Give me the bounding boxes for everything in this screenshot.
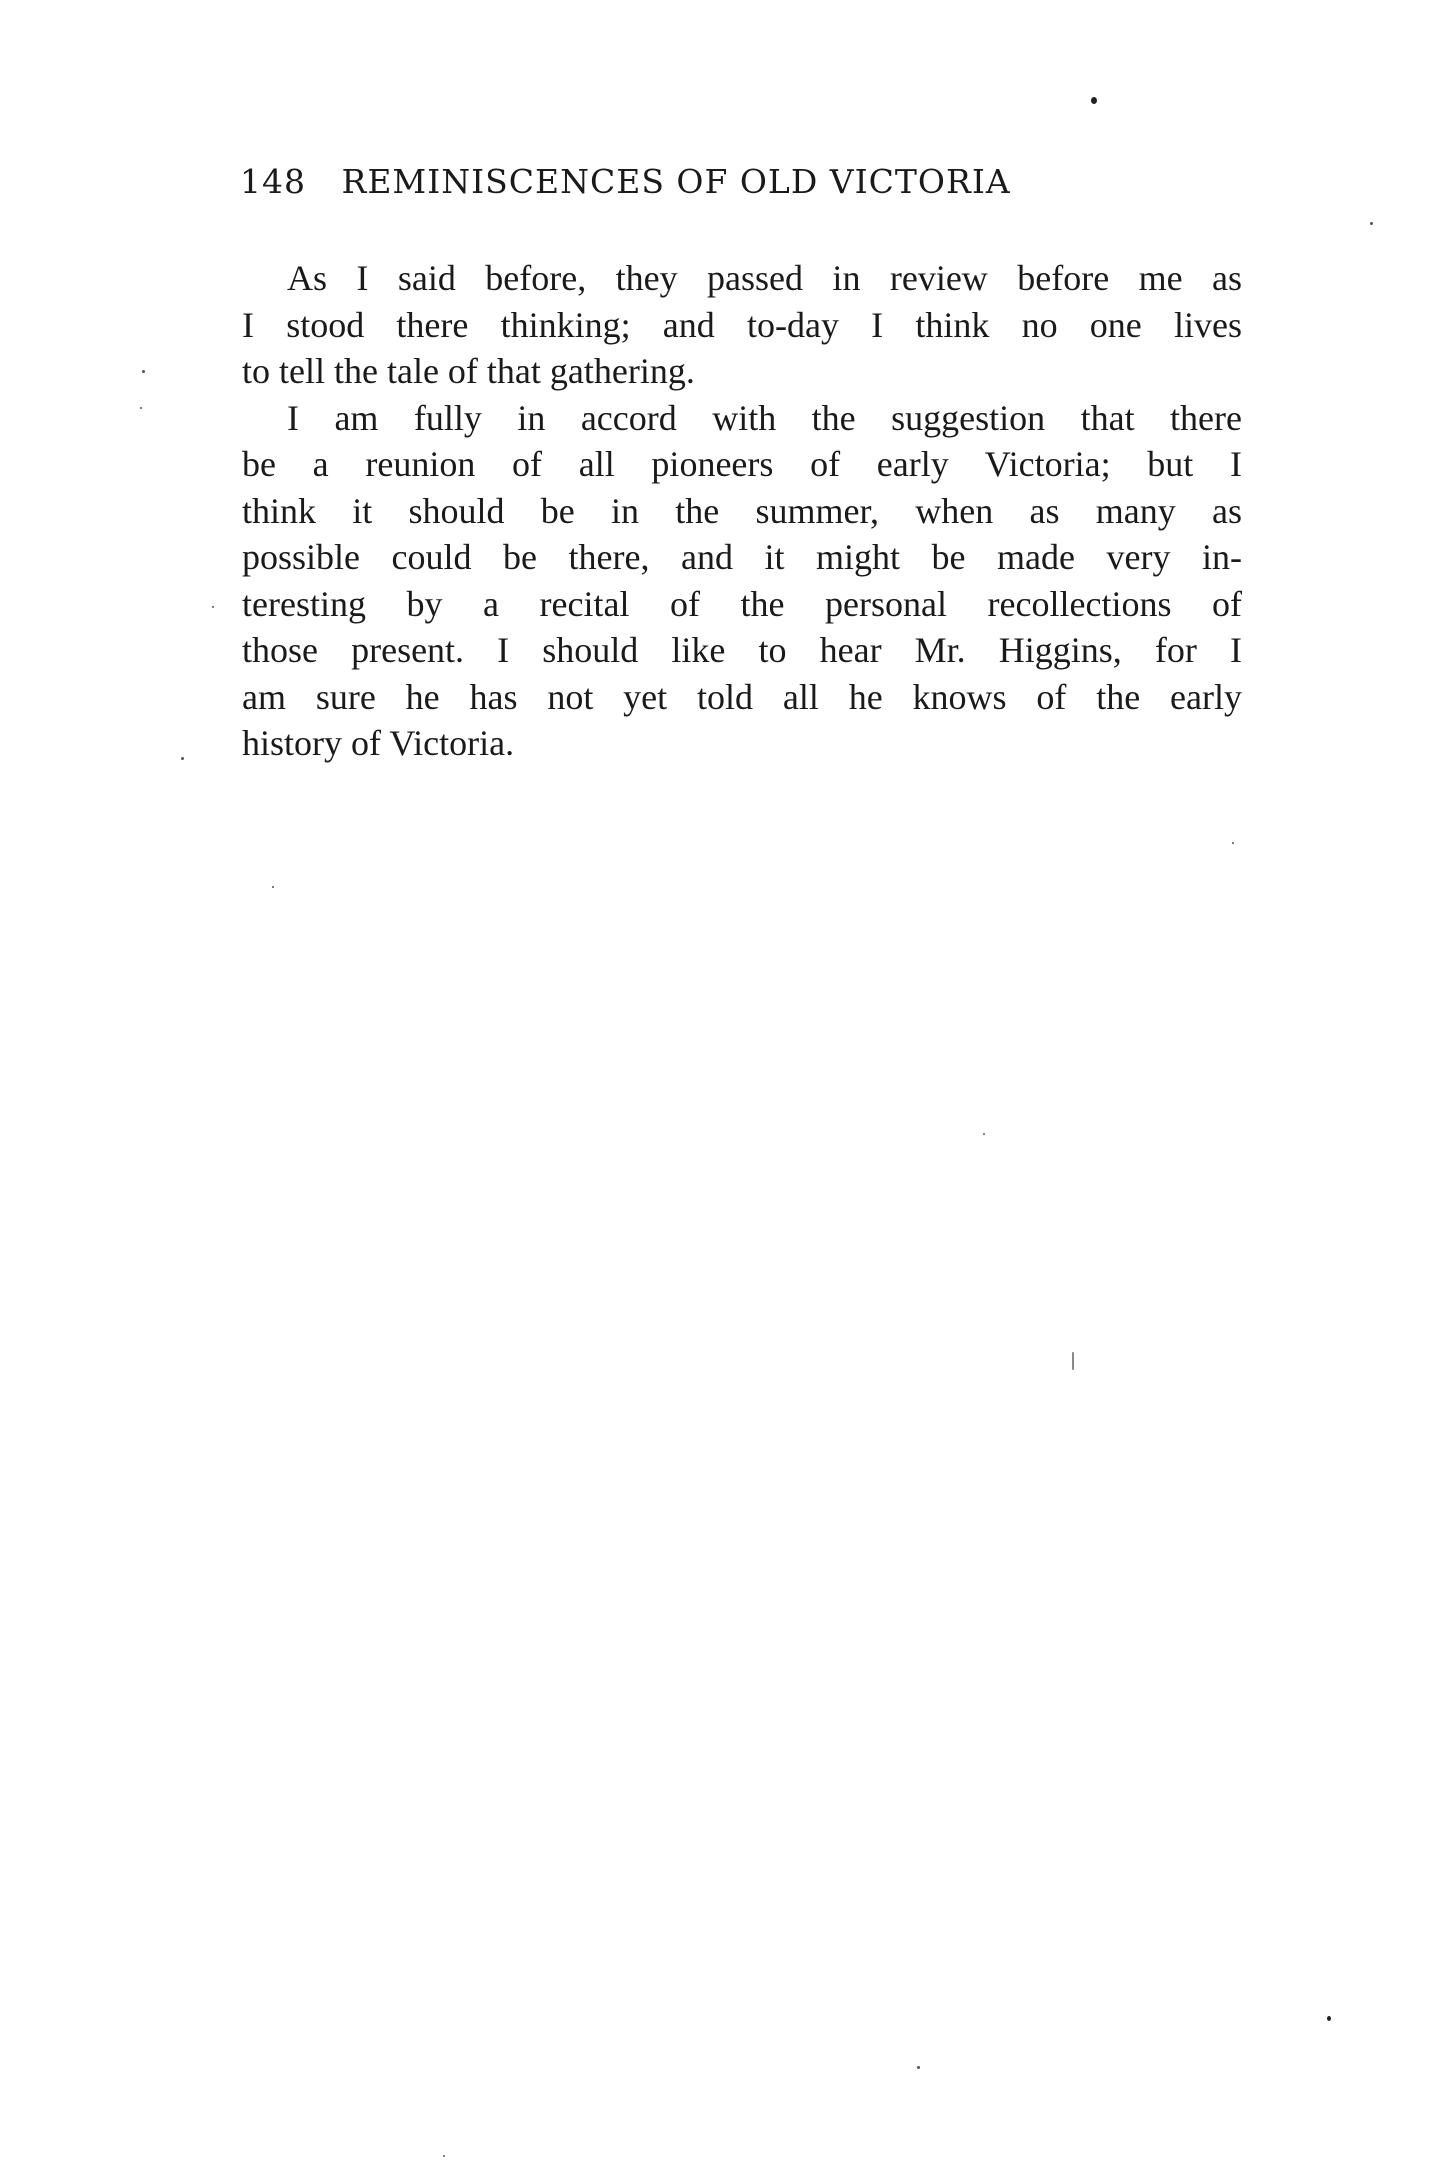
text-line: I am fully in accord with the suggestion that there	[287, 397, 1242, 438]
scan-speck	[142, 370, 145, 373]
text-line: teresting by a recital of the personal recollections of	[242, 583, 1242, 624]
paragraph	[242, 255, 1242, 395]
scan-speck	[1327, 2016, 1331, 2021]
scan-speck	[272, 886, 274, 888]
scan-speck	[212, 606, 214, 608]
text-line: I stood there thinking; and to-day I think no one lives	[242, 304, 1242, 345]
scan-speck	[917, 2066, 920, 2069]
running-head	[240, 162, 1240, 201]
scan-speck	[1091, 97, 1097, 104]
text-line: am sure he has not yet told all he knows of the early	[242, 676, 1242, 717]
running-title: REMINISCENCES OF OLD VICTORIA	[341, 162, 1011, 201]
text-line: think it should be in the summer, when as many as	[242, 490, 1242, 531]
text-line: to tell the tale of that gathering.	[242, 351, 695, 391]
scan-speck	[443, 2155, 445, 2157]
text-line: be a reunion of all pioneers of early Victoria; but I	[242, 444, 1242, 484]
text-line: As I said before, they passed in review before me as	[287, 258, 1242, 298]
body-text	[242, 255, 1242, 767]
scan-speck	[1370, 222, 1373, 225]
text-line: those present. I should like to hear Mr. Higgins, for I	[242, 630, 1242, 670]
scan-speck	[140, 407, 142, 409]
paragraph	[242, 395, 1242, 767]
scan-speck	[1232, 842, 1234, 844]
text-line: history of Victoria.	[242, 723, 515, 763]
scan-speck	[181, 757, 184, 760]
page-number: 148	[240, 162, 306, 201]
text-line: possible could be there, and it might be made very in-	[242, 537, 1242, 577]
scan-speck	[983, 1133, 985, 1135]
scan-speck	[1072, 1352, 1074, 1370]
